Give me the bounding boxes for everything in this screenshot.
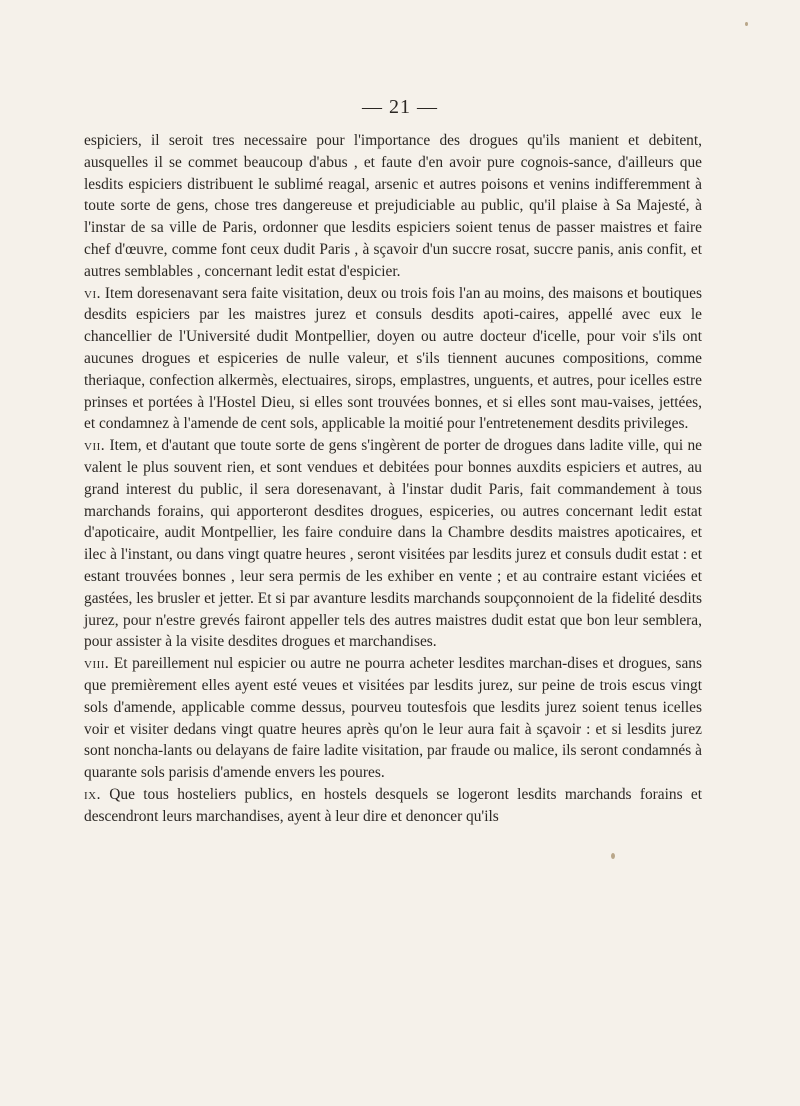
paragraph-text: Que tous hosteliers publics, en hostels desquels se logeront lesdits marchands forains et descendront leurs marchandises, ayent à leur dire et denoncer qu'ils [84,785,702,825]
paragraph-text: Item doresenavant sera faite visitation, deux ou trois fois l'an au moins, des maisons et boutiques desdits espiciers par les maistres jurez et consuls desdits apoti-caires, appellé avec eux le chancellier de l'Université dudit Montpellier, doyen ou autre docteur d'icelle, pour voir s'ils ont aucunes drogues et espiceries de nulle valeur, et s'ils tiennent aucunes compositions, comme theriaque, confection alkermès, electuaires, sirops, emplastres, unguents, et autres, pour icelles estre prinses et portées à l'Hostel Dieu, si elles sont trouvées bonnes, et si elles sont mau-vaises, jettées, et condamnez à l'amende de cent sols, applicable la moitié pour l'entretenement desdits privileges. [84,284,702,433]
article-number: vii. [84,437,106,455]
article-number: viii. [84,655,110,673]
paragraph-text: Item, et d'autant que toute sorte de gens s'ingèrent de porter de drogues dans ladite ville, qui ne valent le plus souvent rien, et sont vendues et debitées pour bonnes auxdits espiciers et autres, au grand interest du public, il sera doresenavant, à l'instar dudit Paris, fait commandement à tous marchands forains, qui apporteront desdites drogues, espiceries, ou autres concernant ledit estat d'apoticaire, audit Montpellier, les faire conduire dans la Chambre desdits maistres apoticaires, et ilec à l'instant, ou dans vingt quatre heures , seront visitées par lesdits jurez et consuls dudit estat : et estant trouvées bonnes , leur sera permis de les exhiber en vente ; et au contraire estant viciées et gastées, les brusler et jetter. Et si par avanture lesdits marchands soupçonnoient de la fidelité desdits jurez, pour n'estre grevés fairont appeller tels des autres maistres dudit estat que bon leur semblera, pour assister à la visite desdites drogues et marchandises. [84,437,702,651]
article-ix [84,784,702,828]
paragraph-continuation [84,130,702,283]
article-vi [84,283,702,436]
article-number: ix. [84,785,101,803]
paragraph-text: Et pareillement nul espicier ou autre ne pourra acheter lesdites marchan-dises et drogues, sans que premièrement elles ayent esté veues et visitées par lesdits jurez, sur peine de trois escus vingt sols d'amende, applicable comme dessus, pourveu toutesfois que lesdits jurez soient tenus icelles voir et visiter dedans vingt quatre heures après qu'on le leur aura fait à sçavoir : et si lesdits jurez sont noncha-lants ou delayans de faire ladite visitation, par fraude ou malice, ils seront condamnés à quarante sols parisis d'amende envers les poures. [84,655,702,782]
paper-speck [745,22,748,26]
article-number: vi. [84,284,101,302]
paper-speck [611,853,615,859]
article-vii [84,435,702,653]
page-number-header: — 21 — [362,96,438,118]
document-body [84,130,702,828]
paragraph-text: espiciers, il seroit tres necessaire pour l'importance des drogues qu'ils manient et debitent, ausquelles il se commet beaucoup d'abus , et faute d'en avoir pure cognois-sance, d'ailleurs que lesdits espiciers distribuent le sublimé reagal, arsenic et autres poisons et venins indifferemment à toute sorte de gens, chose tres dangereuse et prejudiciable au public, qu'il plaise à Sa Majesté, à l'instar de sa ville de Paris, ordonner que lesdits espiciers soient tenus de passer maistres et faire chef d'œuvre, comme font ceux dudit Paris , à sçavoir d'un succre rosat, succre panis, anis confit, et autres semblables , concernant ledit estat d'espicier. [84,132,702,280]
article-viii [84,653,702,784]
